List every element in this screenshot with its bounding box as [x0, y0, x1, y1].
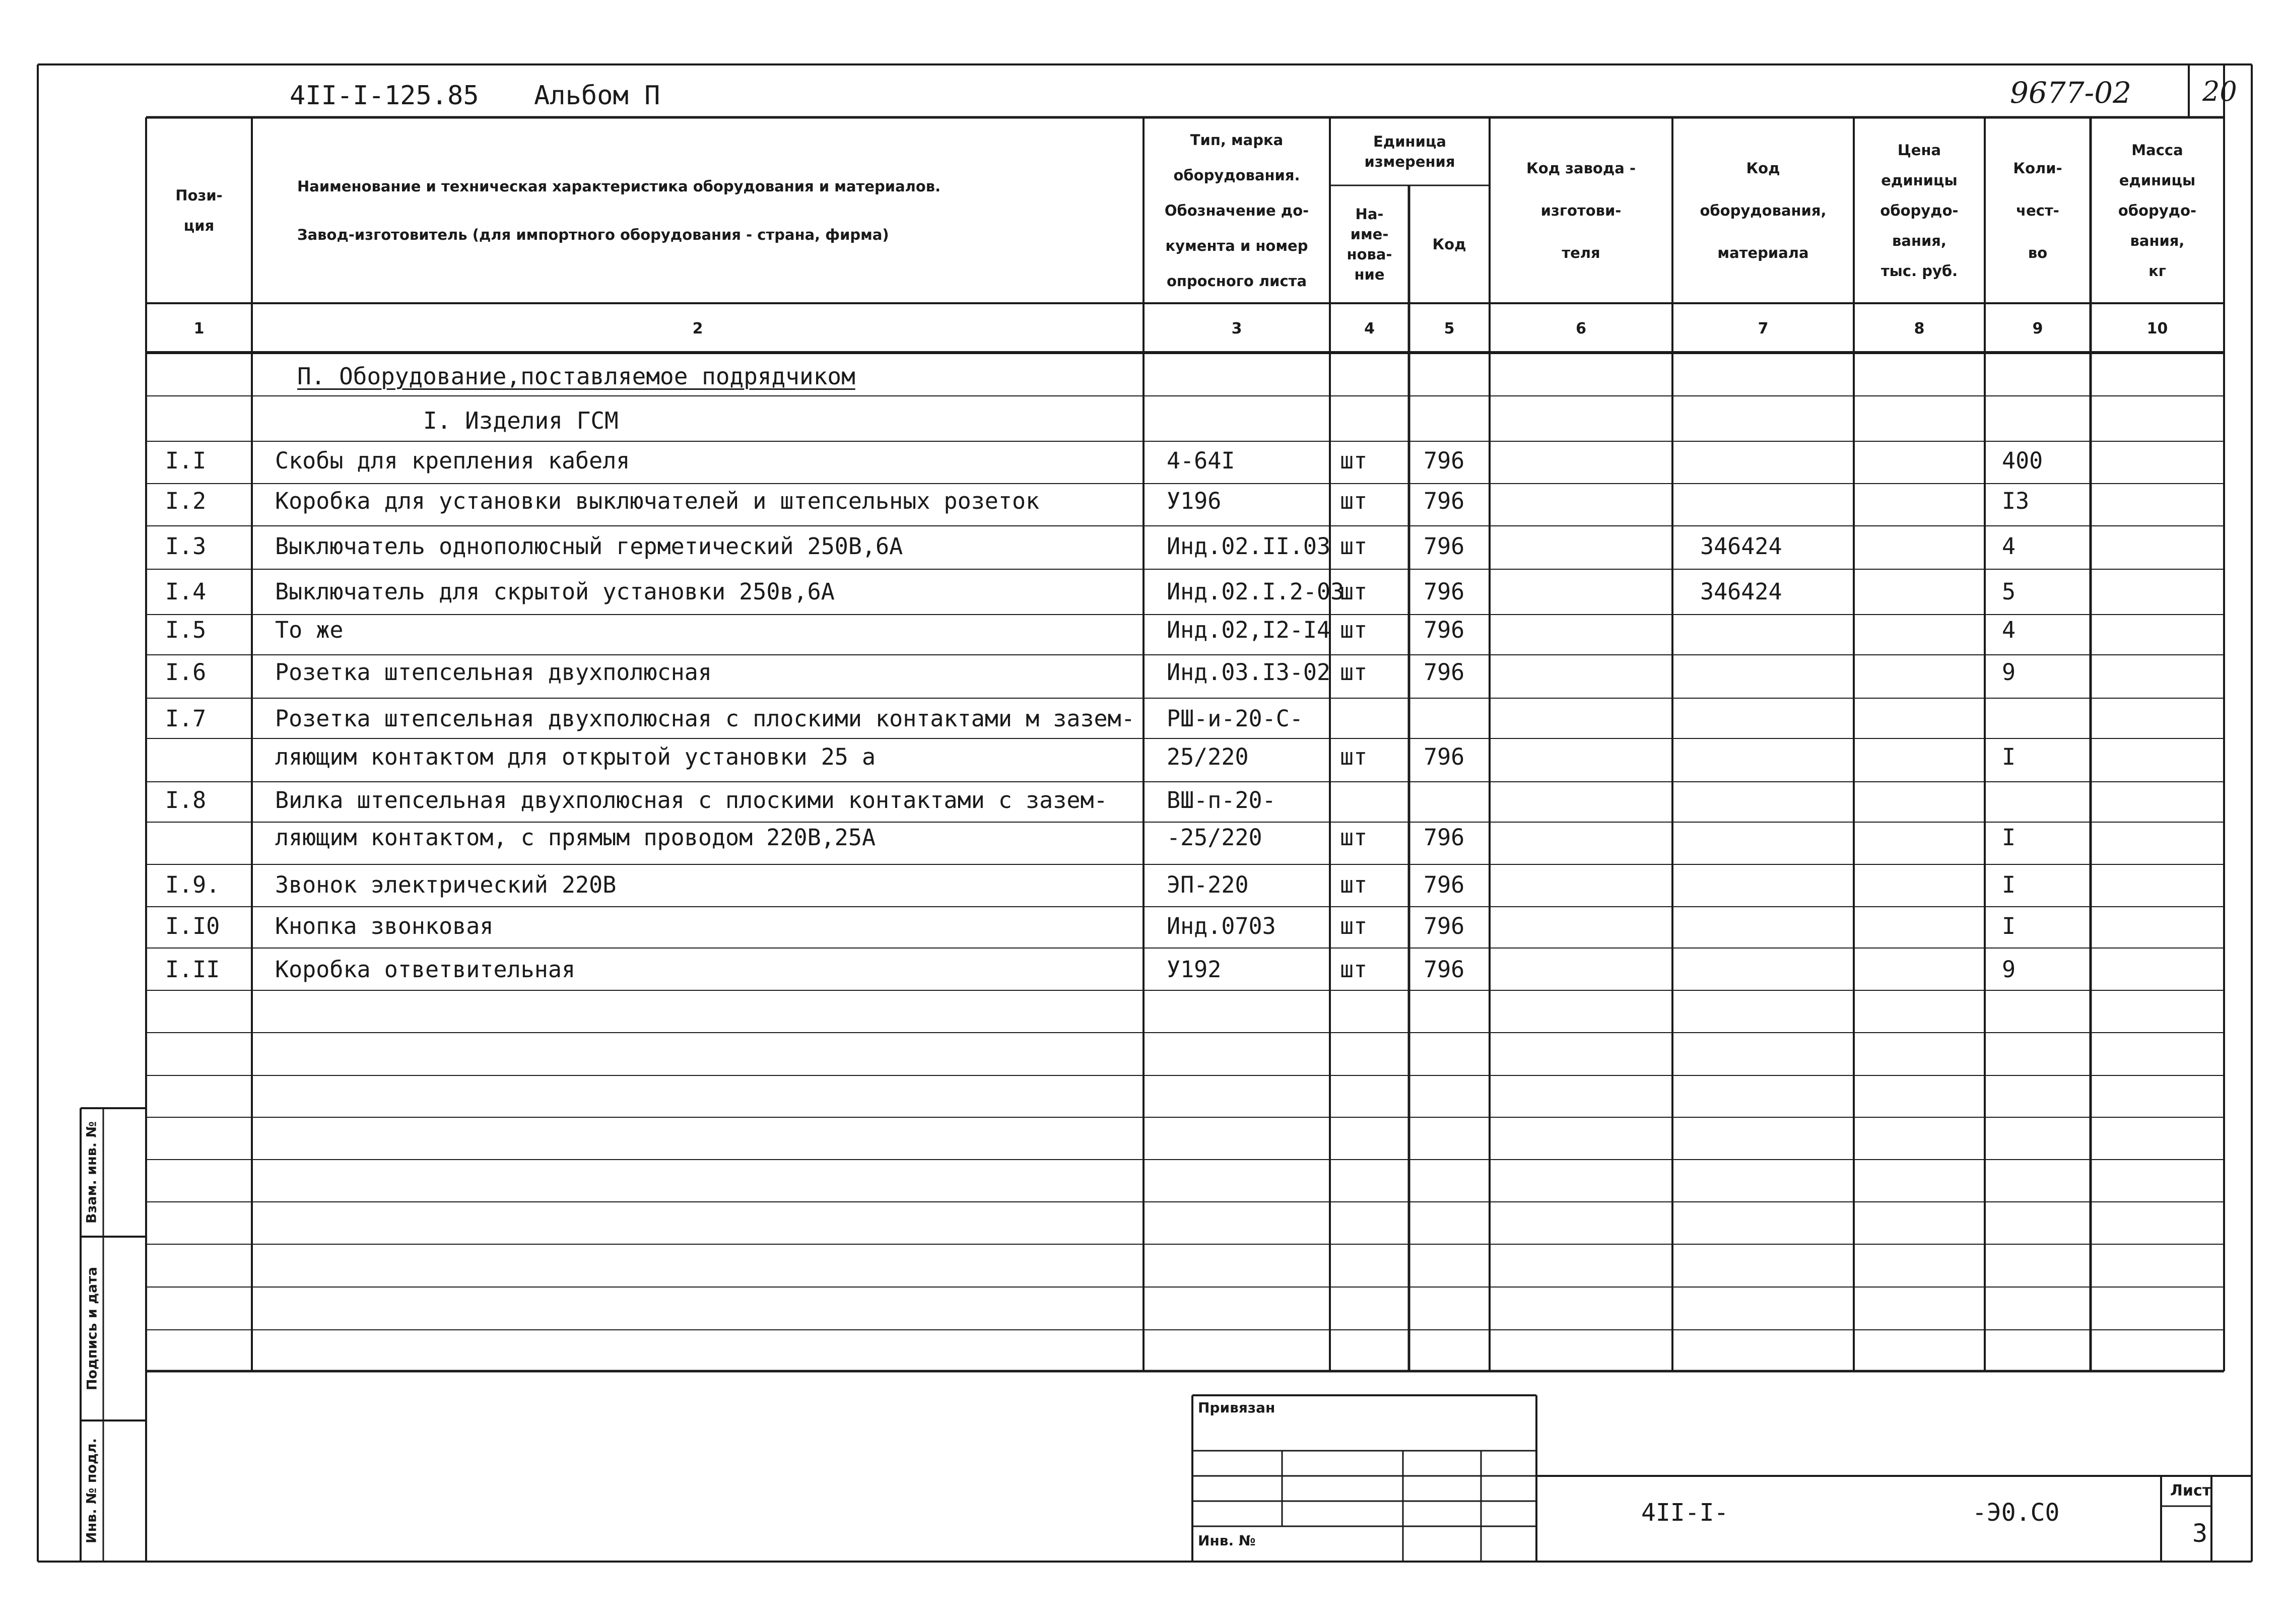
header-mass: Масса единицы оборудо- вания, кг: [2118, 141, 2197, 280]
header-name: Наименование и техническая характеристика оборудования и материалов. Завод-изготовитель (для импортного оборудования - страна, фирма): [297, 177, 941, 243]
row-type: 25/220: [1167, 743, 1249, 770]
row-quantity: 9: [2002, 659, 2016, 686]
row-unit: шт: [1340, 488, 1368, 514]
row-type: -25/220: [1167, 824, 1262, 851]
header-type: Тип, марка оборудования. Обозначение до- кумента и номер опросного листа: [1164, 131, 1309, 290]
column-number: 5: [1444, 319, 1455, 337]
row-unit: шт: [1340, 659, 1368, 686]
row-name: Розетка штепсельная двухполюсная: [275, 659, 712, 686]
column-number: 7: [1758, 319, 1769, 337]
doc-code: 4II-I-125.85: [290, 81, 479, 111]
document-code-right: -Э0.С0: [1972, 1499, 2060, 1527]
row-position: I.II: [165, 956, 220, 983]
table-row: [0, 617, 2285, 657]
row-quantity: 400: [2002, 447, 2043, 474]
stamp-vzam-inv: Взам. инв. №: [84, 1121, 100, 1224]
row-unit-code: 796: [1424, 659, 1465, 686]
album-label: Альбом П: [534, 81, 660, 111]
row-position: I.3: [165, 533, 207, 560]
table-row: [0, 578, 2285, 619]
row-position: I.2: [165, 488, 207, 514]
row-unit-code: 796: [1424, 956, 1465, 983]
row-quantity: I: [2002, 824, 2016, 851]
header-equipment-code: Код оборудования, материала: [1700, 159, 1827, 261]
row-type: Инд.02.I.2-03: [1167, 578, 1345, 605]
header-unit-name: На- име- нова- ние: [1347, 206, 1392, 283]
row-type: Инд.02.II.03: [1167, 533, 1331, 560]
table-row: [0, 488, 2285, 528]
column-number: 1: [193, 319, 205, 337]
row-position: I.7: [165, 705, 207, 732]
row-name: Коробка для установки выключателей и штепсельных розеток: [275, 488, 1040, 514]
table-row: [0, 913, 2285, 953]
sheet-number: 3: [2192, 1519, 2208, 1548]
table-row: [0, 787, 2285, 827]
row-type: Инд.02,I2-I4: [1167, 617, 1331, 643]
row-position: I.9.: [165, 871, 220, 898]
row-name: Вилка штепсельная двухполюсная с плоскими контактами с зазем-: [275, 787, 1108, 814]
row-unit-code: 796: [1424, 913, 1465, 939]
row-quantity: 4: [2002, 617, 2016, 643]
row-unit: шт: [1340, 871, 1368, 898]
row-type: ЭП-220: [1167, 871, 1249, 898]
row-unit-code: 796: [1424, 824, 1465, 851]
row-name: Кнопка звонковая: [275, 913, 494, 939]
column-number: 2: [692, 319, 703, 337]
sheet-label: Лист: [2170, 1482, 2211, 1500]
row-name: Коробка ответвительная: [275, 956, 576, 983]
row-unit: шт: [1340, 533, 1368, 560]
row-unit: шт: [1340, 743, 1368, 770]
privyazan-label: Привязан: [1198, 1399, 1275, 1416]
table-row: [0, 956, 2285, 996]
page-number: 20: [2202, 76, 2237, 107]
row-name: ляющим контактом для открытой установки 25 а: [275, 743, 876, 770]
table-row: [0, 659, 2285, 699]
column-number: 10: [2146, 319, 2168, 337]
row-position: I.I: [165, 447, 207, 474]
row-unit: шт: [1340, 913, 1368, 939]
header-factory-code: Код завода - изготови- теля: [1526, 159, 1636, 261]
row-type: У196: [1167, 488, 1222, 514]
row-unit-code: 796: [1424, 578, 1465, 605]
column-number: 8: [1914, 319, 1925, 337]
row-unit-code: 796: [1424, 533, 1465, 560]
row-type: РШ-и-20-С-: [1167, 705, 1303, 732]
order-number: 9677-02: [2010, 76, 2132, 110]
section-title: П. Оборудование,поставляемое подрядчиком: [297, 363, 855, 390]
row-quantity: I: [2002, 913, 2016, 939]
row-name: Звонок электрический 220В: [275, 871, 617, 898]
column-number: 3: [1231, 319, 1242, 337]
header-unit-code: Код: [1432, 236, 1466, 253]
row-quantity: I: [2002, 743, 2016, 770]
row-type: У192: [1167, 956, 1222, 983]
row-position: I.6: [165, 659, 207, 686]
row-name: ляющим контактом, с прямым проводом 220В,25А: [275, 824, 876, 851]
row-unit-code: 796: [1424, 447, 1465, 474]
column-number: 6: [1576, 319, 1586, 337]
row-equipment-code: 346424: [1700, 578, 1782, 605]
row-position: I.4: [165, 578, 207, 605]
header-position: Пози- ция: [175, 186, 223, 234]
table-row: [0, 533, 2285, 573]
table-row: [0, 824, 2285, 864]
document-code-left: 4II-I-: [1641, 1499, 1729, 1527]
header-quantity: Коли- чест- во: [2013, 159, 2062, 261]
row-quantity: 4: [2002, 533, 2016, 560]
column-number: 9: [2032, 319, 2043, 337]
header-price: Цена единицы оборудо- вания, тыс. руб.: [1880, 141, 1959, 280]
row-quantity: I: [2002, 871, 2016, 898]
row-type: 4-64I: [1167, 447, 1235, 474]
row-unit-code: 796: [1424, 871, 1465, 898]
row-name: То же: [275, 617, 344, 643]
inv-number-label: Инв. №: [1198, 1532, 1256, 1549]
table-row: [0, 705, 2285, 746]
row-name: Скобы для крепления кабеля: [275, 447, 630, 474]
stamp-inv-podl: Инв. № подл.: [84, 1438, 100, 1543]
row-unit-code: 796: [1424, 743, 1465, 770]
row-unit-code: 796: [1424, 488, 1465, 514]
row-type: ВШ-п-20-: [1167, 787, 1276, 814]
row-equipment-code: 346424: [1700, 533, 1782, 560]
stamp-sign-date: Подпись и дата: [84, 1266, 100, 1391]
table-row: [0, 743, 2285, 784]
row-quantity: 9: [2002, 956, 2016, 983]
row-unit: шт: [1340, 824, 1368, 851]
row-name: Выключатель однополюсный герметический 250В,6А: [275, 533, 903, 560]
row-unit: шт: [1340, 956, 1368, 983]
table-row: [0, 871, 2285, 912]
row-position: I.5: [165, 617, 207, 643]
row-name: Розетка штепсельная двухполюсная с плоскими контактами м зазем-: [275, 705, 1135, 732]
subsection-title: I. Изделия ГСМ: [423, 407, 619, 434]
row-name: Выключатель для скрытой установки 250в,6А: [275, 578, 835, 605]
row-quantity: I3: [2002, 488, 2030, 514]
header-unit-group: Единица измерения: [1364, 132, 1455, 170]
column-number: 4: [1364, 319, 1375, 337]
row-type: Инд.0703: [1167, 913, 1276, 939]
row-type: Инд.03.I3-02: [1167, 659, 1331, 686]
row-quantity: 5: [2002, 578, 2016, 605]
row-unit-code: 796: [1424, 617, 1465, 643]
row-position: I.8: [165, 787, 207, 814]
row-unit: шт: [1340, 617, 1368, 643]
row-position: I.I0: [165, 913, 220, 939]
row-unit: шт: [1340, 578, 1368, 605]
table-row: [0, 447, 2285, 488]
row-unit: шт: [1340, 447, 1368, 474]
